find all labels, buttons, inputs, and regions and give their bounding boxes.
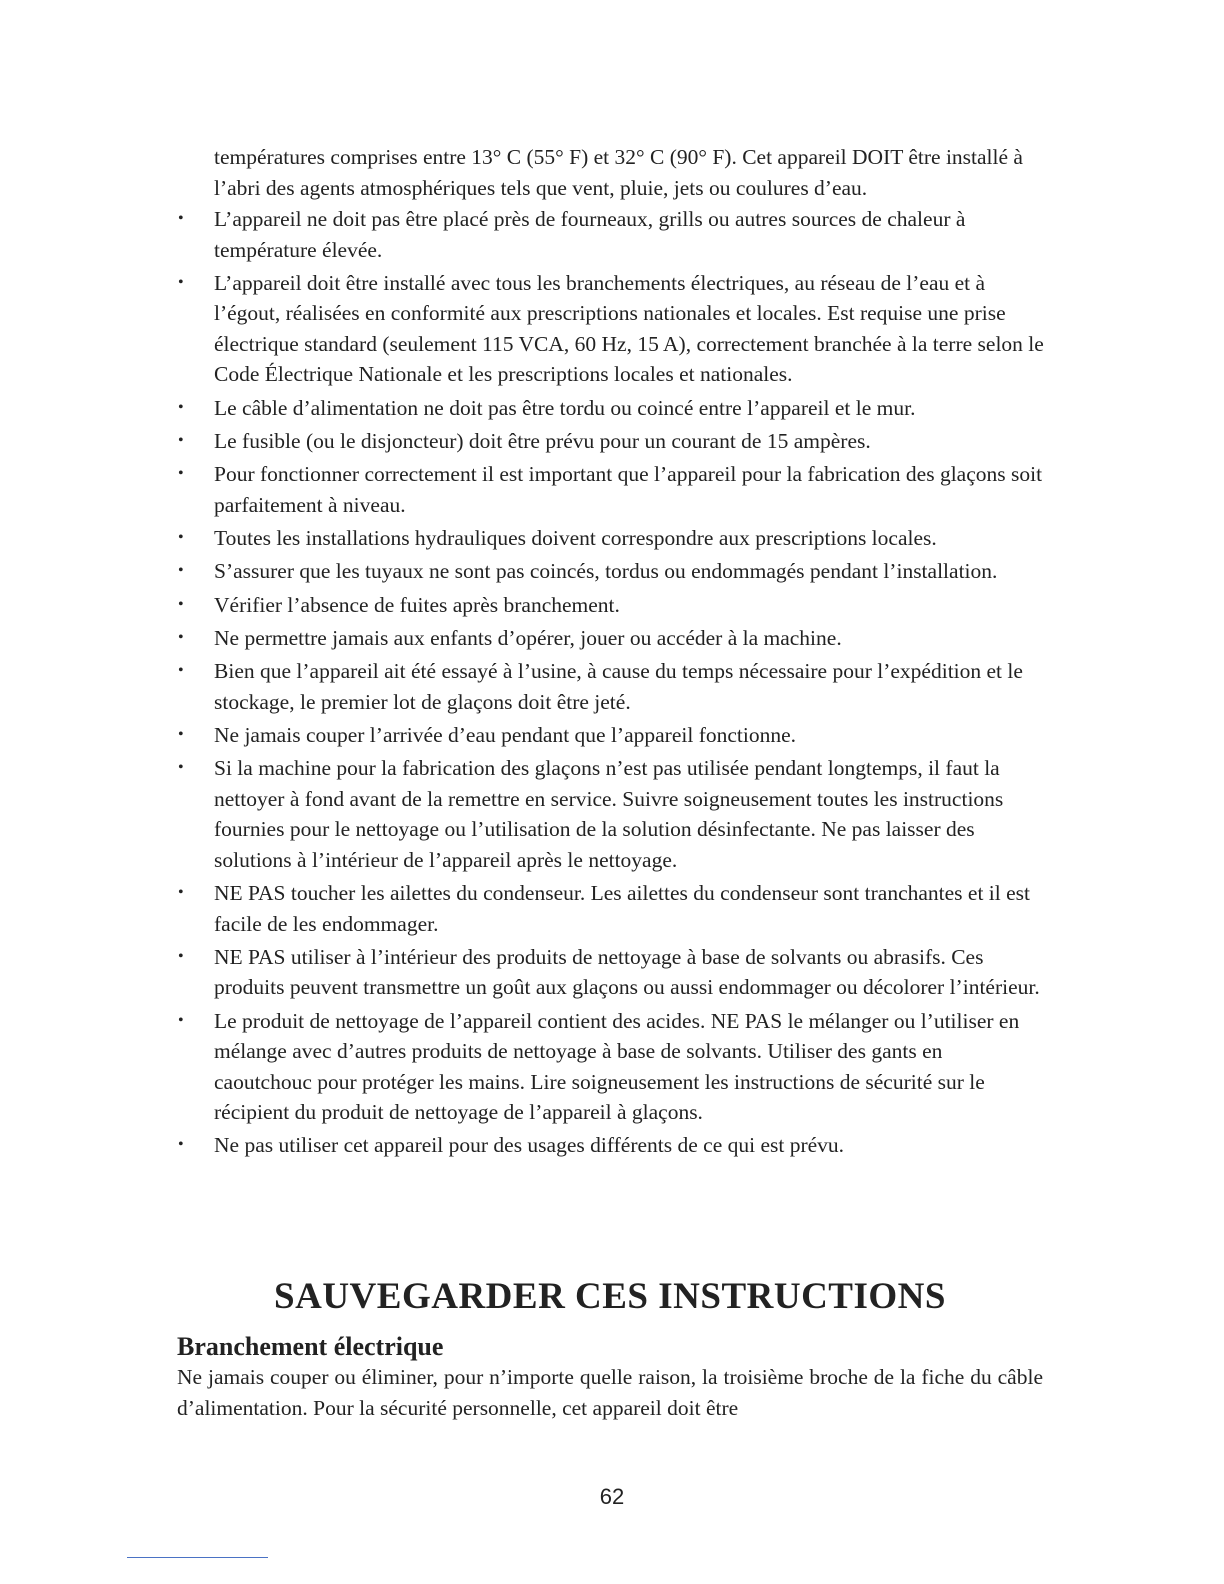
list-item: [176, 656, 1044, 717]
list-item: [176, 878, 1044, 939]
bullet-icon: •: [178, 662, 184, 680]
list-item-text: Le fusible (ou le disjoncteur) doit être prévu pour un courant de 15 ampères.: [214, 428, 871, 453]
bullet-icon: •: [178, 1136, 184, 1154]
list-item: [176, 1130, 1044, 1161]
list-item: [176, 426, 1044, 457]
list-item-text: Bien que l’appareil ait été essayé à l’usine, à cause du temps nécessaire pour l’expédition et le stockage, le premier lot de glaçons doit être jeté.: [214, 659, 1023, 714]
list-item-text: Vérifier l’absence de fuites après branchement.: [214, 592, 620, 617]
footnote-rule: [127, 1557, 268, 1558]
list-item-text: Pour fonctionner correctement il est important que l’appareil pour la fabrication des glaçons soit parfaitement à niveau.: [214, 462, 1043, 517]
list-item: [176, 459, 1044, 520]
list-item-text: L’appareil doit être installé avec tous les branchements électriques, au réseau de l’eau et à l’égout, réalisées en conformité aux prescriptions nationales et locales. Est requise une prise électrique standard (seulement 115 VCA, 60 Hz, 15 A), correctement branchée à la terre selon le Code Électrique Nationale et les prescriptions locales et nationales.: [214, 270, 1044, 387]
bullet-icon: •: [178, 628, 184, 646]
bullet-icon: •: [178, 595, 184, 613]
bullet-icon: •: [178, 947, 184, 965]
list-item-text: Le câble d’alimentation ne doit pas être tordu ou coincé entre l’appareil et le mur.: [214, 395, 916, 420]
list-item-text: Ne jamais couper l’arrivée d’eau pendant que l’appareil fonctionne.: [214, 722, 797, 747]
list-item-text: Le produit de nettoyage de l’appareil contient des acides. NE PAS le mélanger ou l’utiliser en mélange avec d’autres produits de nettoyage à base de solvants. Utiliser des gants en caoutchouc pour protéger les mains. Lire soigneusement les instructions de sécurité sur le récipient du produit de nettoyage de l’appareil à glaçons.: [214, 1008, 1020, 1125]
list-item: [176, 204, 1044, 265]
bullet-icon: •: [178, 884, 184, 902]
bullet-icon: •: [178, 398, 184, 416]
page-number: 62: [599, 1484, 625, 1509]
list-item-text: NE PAS utiliser à l’intérieur des produits de nettoyage à base de solvants ou abrasifs. Ces produits peuvent transmettre un goût aux glaçons ou aussi endommager ou décolorer l’intérieur.: [214, 944, 1040, 1000]
bullet-icon: •: [178, 431, 184, 449]
list-item-text: S’assurer que les tuyaux ne sont pas coincés, tordus ou endommagés pendant l’installation.: [214, 559, 998, 584]
list-item: [176, 720, 1044, 751]
list-item-text: NE PAS toucher les ailettes du condenseur. Les ailettes du condenseur sont tranchantes et il est facile de les endommager.: [214, 881, 1031, 936]
body-paragraph: Ne jamais couper ou éliminer, pour n’importe quelle raison, la troisième broche de la fiche du câble d’alimentation. Pour la sécurité personnelle, cet appareil doit être: [177, 1365, 1043, 1420]
bullet-icon: •: [178, 210, 184, 227]
list-item: [176, 1006, 1044, 1128]
list-item-text: Toutes les installations hydrauliques doivent correspondre aux prescriptions locales.: [214, 525, 937, 550]
list-item: [176, 268, 1044, 390]
list-item: [176, 590, 1044, 621]
safety-bullet-list: [176, 204, 1044, 1164]
list-item: [176, 523, 1044, 554]
list-item: [176, 623, 1044, 654]
continuation-text: températures comprises entre 13° C (55° F) et 32° C (90° F). Cet appareil DOIT être installé à l’abri des agents atmosphériques tels que vent, pluie, jets ou coulures d’eau.: [214, 145, 1023, 200]
bullet-icon: •: [178, 273, 184, 291]
bullet-icon: •: [178, 725, 184, 743]
list-item-text: L’appareil ne doit pas être placé près de fourneaux, grills ou autres sources de chaleur à température élevée.: [214, 207, 966, 262]
list-item: [176, 393, 1044, 424]
list-item-text: Si la machine pour la fabrication des glaçons n’est pas utilisée pendant longtemps, il faut la nettoyer à fond avant de la remettre en service. Suivre soigneusement toutes les instructions fournies pour le nettoyage ou l’utilisation de la solution désinfectante. Ne pas laisser des solutions à l’intérieur de l’appareil après le nettoyage.: [214, 756, 1004, 872]
list-item: [176, 556, 1044, 587]
list-item: [176, 753, 1044, 875]
section-heading: SAUVEGARDER CES INSTRUCTIONS: [274, 1276, 946, 1317]
list-item: [176, 942, 1044, 1003]
list-item-text: Ne pas utiliser cet appareil pour des usages différents de ce qui est prévu.: [214, 1133, 845, 1158]
bullet-icon: •: [178, 759, 184, 777]
bullet-icon: •: [178, 528, 184, 546]
list-item-text: Ne permettre jamais aux enfants d’opérer, jouer ou accéder à la machine.: [214, 625, 842, 650]
bullet-icon: •: [178, 562, 184, 580]
subsection-heading: Branchement électrique: [177, 1332, 444, 1361]
bullet-icon: •: [178, 465, 184, 483]
bullet-icon: •: [178, 1011, 184, 1029]
